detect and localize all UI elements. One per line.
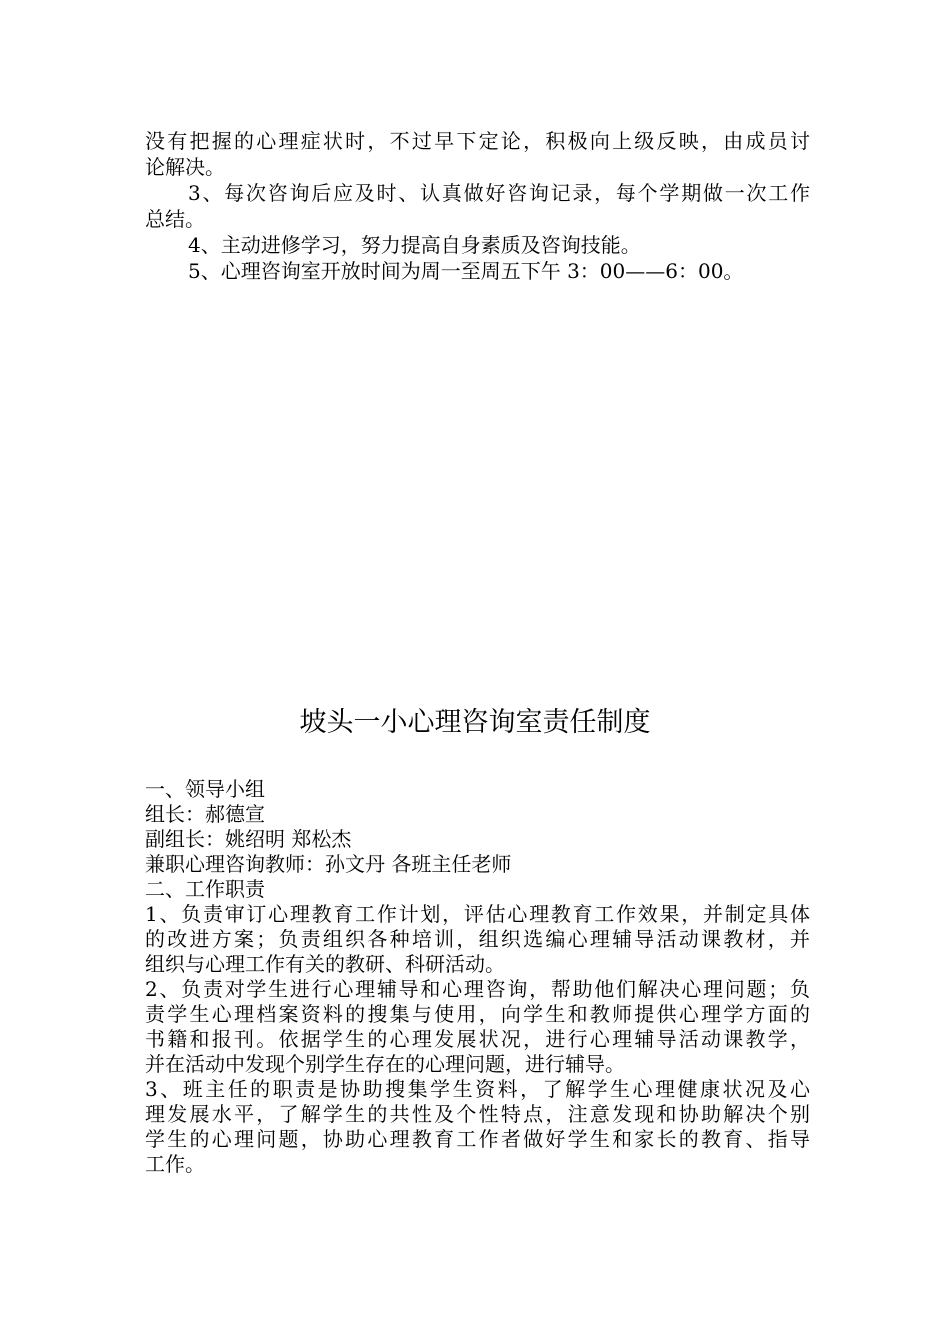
text-line: 2、负责对学生进行心理辅导和心理咨询，帮助他们解决心理问题；负 [145,977,810,1001]
text-line: 4、主动进修学习，努力提高自身素质及咨询技能。 [188,233,641,257]
text-line: 学生的心理问题，协助心理教育工作者做好学生和家长的教育、指导 [145,1127,810,1151]
text-line: 工作。 [145,1152,205,1176]
text-line: 组织与心理工作有关的教研、科研活动。 [145,952,505,976]
section-heading: 一、领导小组 [145,777,265,801]
leader-line: 组长：郝德宣 [145,802,265,826]
text-line: 论解决。 [145,155,225,179]
document-title: 坡头一小心理咨询室责任制度 [299,707,651,738]
text-line: 3、每次咨询后应及时、认真做好咨询记录，每个学期做一次工作 [188,181,810,205]
text-line: 总结。 [145,207,205,231]
vice-leader-line: 副组长：姚绍明 郑松杰 [145,827,352,851]
text-line: 理发展水平，了解学生的共性及个性特点，注意发现和协助解决个别 [145,1102,810,1126]
text-line: 3、班主任的职责是协助搜集学生资料，了解学生心理健康状况及心 [145,1077,810,1101]
text-line: 5、心理咨询室开放时间为周一至周五下午 3：00——6：00。 [188,259,744,283]
text-line: 并在活动中发现个别学生存在的心理问题，进行辅导。 [145,1052,625,1076]
text-line: 的改进方案；负责组织各种培训，组织选编心理辅导活动课教材，并 [145,927,810,951]
counselors-line: 兼职心理咨询教师：孙文丹 各班主任老师 [145,852,512,876]
section-heading: 二、工作职责 [145,877,265,901]
text-line: 没有把握的心理症状时，不过早下定论，积极向上级反映，由成员讨 [145,129,810,153]
text-line: 书籍和报刊。依据学生的心理发展状况，进行心理辅导活动课教学， [145,1027,810,1051]
text-line: 责学生心理档案资料的搜集与使用，向学生和教师提供心理学方面的 [145,1002,810,1026]
text-line: 1、负责审订心理教育工作计划，评估心理教育工作效果，并制定具体 [145,902,810,926]
